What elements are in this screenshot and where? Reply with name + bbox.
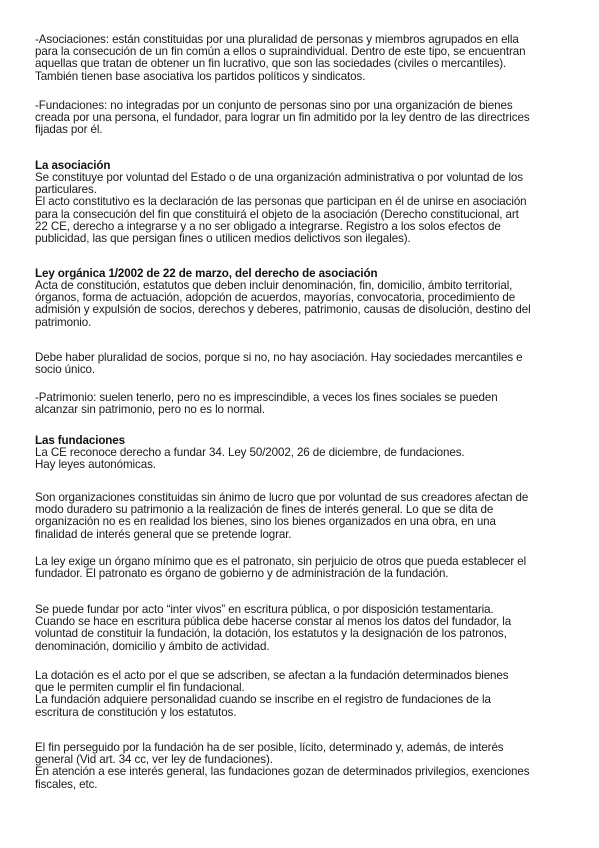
paragraph-acta-constitucion: Acta de constitución, estatutos que deben incluir denominación, fin, domicilio, ámbito territorial, órganos, forma de actuación, adopción de acuerdos, mayorías, convocatoria, procedimiento de admisión y expulsión de socios, derechos y deberes, patrimonio, causas de disolución, destino del patrimonio. bbox=[35, 279, 531, 329]
paragraph-patronato: La ley exige un órgano mínimo que es el patronato, sin perjuicio de otros que pueda establecer el fundador. El patronato es órgano de gobierno y de administración de la fundación. bbox=[35, 555, 527, 581]
paragraph-constitucion-asociacion: Se constituye por voluntad del Estado o de una organización administrativa o por voluntad de los particulares. El acto constitutivo es la declaración de las personas que participan en él de unirse en asociación para la consecución del fin que constituirá el objeto de la asociación (Derecho constitucional, art 22 CE, derecho a integrarse y a no ser obligado a integrarse. Registro a los solos efectos de publicidad, las que persigan fines o utilicen medios delictivos son ilegales). bbox=[35, 171, 527, 246]
paragraph-dotacion: La dotación es el acto por el que se adscriben, se afectan a la fundación determinados bienes que le permiten cumplir el fin fundacional. La fundación adquiere personalidad cuando se inscribe en el registro de fundaciones de la escritura de constitución y los estatutos. bbox=[35, 669, 509, 719]
heading-la-asociacion: La asociación bbox=[35, 159, 111, 172]
paragraph-fundaciones: -Fundaciones: no integradas por un conjunto de personas sino por una organización de bienes creada por una persona, el fundador, para lograr un fin admitido por la ley dentro de las directrices fijadas por él. bbox=[35, 99, 530, 137]
heading-las-fundaciones: Las fundaciones bbox=[35, 434, 125, 447]
paragraph-fin-perseguido: El fin perseguido por la fundación ha de ser posible, lícito, determinado y, además, de interés general (Vid art. 34 cc, ver ley de fundaciones). En atención a ese interés general, las fundaciones gozan de determinados privilegios, exenciones fiscales, etc. bbox=[35, 741, 530, 791]
heading-ley-organica: Ley orgánica 1/2002 de 22 de marzo, del derecho de asociación bbox=[35, 267, 378, 280]
paragraph-derecho-fundar: La CE reconoce derecho a fundar 34. Ley 50/2002, 26 de diciembre, de fundaciones. Hay leyes autonómicas. bbox=[35, 446, 465, 472]
paragraph-patrimonio: -Patrimonio: suelen tenerlo, pero no es imprescindible, a veces los fines sociales se pueden alcanzar sin patrimonio, pero no es lo normal. bbox=[35, 391, 498, 417]
paragraph-pluralidad-socios: Debe haber pluralidad de socios, porque si no, no hay asociación. Hay sociedades mercantiles e socio único. bbox=[35, 351, 523, 377]
paragraph-asociaciones: -Asociaciones: están constituidas por una pluralidad de personas y miembros agrupados en ella para la consecución de un fin común a ellos o supraindividual. Dentro de este tipo, se encuentran aquellas que tratan de obtener un fin lucrativo, que son las sociedades (civiles o mercantiles). También tienen base asociativa los partidos políticos y sindicatos. bbox=[35, 33, 526, 83]
paragraph-inter-vivos: Se puede fundar por acto “inter vivos” en escritura pública, o por disposición testamentaria. Cuando se hace en escritura pública debe hacerse constar al menos los datos del fundador, la voluntad de constituir la fundación, la dotación, los estatutos y la designación de los patronos, denominación, domicilio y ámbito de actividad. bbox=[35, 603, 512, 653]
paragraph-organizaciones: Son organizaciones constituidas sin ánimo de lucro que por voluntad de sus creadores afectan de modo duradero su patrimonio a la realización de fines de interés general. Lo que se dita de organización no es en realidad los bienes, sino los bienes organizados en una obra, en una finalidad de interés general que se pretende lograr. bbox=[35, 491, 529, 541]
